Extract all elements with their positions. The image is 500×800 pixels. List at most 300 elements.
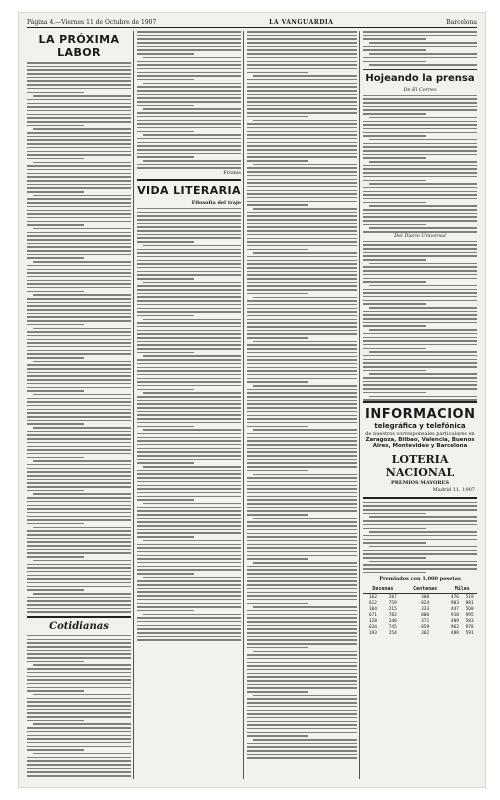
text-line: [247, 698, 357, 700]
text-line: [27, 235, 131, 237]
text-line: [247, 35, 357, 37]
text-line: [27, 657, 131, 659]
text-line: [363, 35, 477, 37]
table-cell: 215: [388, 606, 397, 612]
text-line: [247, 319, 357, 321]
table-cell: 560: [465, 606, 474, 612]
text-line: [137, 639, 241, 641]
article-subtitle-vida-literaria: Filosofía del traje: [191, 199, 241, 206]
text-line: [27, 534, 131, 536]
text-line: [363, 213, 477, 215]
text-line: [27, 92, 84, 94]
text-line: [137, 455, 241, 457]
text-line: [27, 712, 131, 714]
source-diario-universal: Del Diario Universal: [394, 232, 446, 239]
table-cell: 591: [465, 630, 474, 636]
table-cell: 918: [450, 612, 460, 618]
text-line: [137, 61, 241, 63]
text-line: [137, 403, 241, 405]
text-line: [137, 518, 241, 520]
text-line: [143, 614, 241, 616]
text-line: [247, 580, 357, 582]
text-line: [137, 544, 241, 546]
text-line: [363, 502, 477, 504]
text-line: [247, 459, 357, 461]
text-line: [137, 341, 241, 343]
text-line: [137, 499, 194, 501]
text-line: [137, 234, 241, 236]
text-line: [137, 164, 241, 166]
text-line: [247, 746, 357, 748]
text-line: [247, 617, 357, 619]
text-line: [247, 710, 357, 712]
text-line: [27, 538, 131, 540]
text-line: [369, 161, 477, 163]
text-line: [27, 545, 131, 547]
text-line: [27, 468, 131, 470]
text-line: [27, 357, 84, 359]
text-line: [27, 775, 131, 777]
text-line: [137, 315, 194, 317]
text-line: [247, 72, 308, 74]
text-line: [247, 363, 357, 365]
text-line: [137, 256, 241, 258]
text-line: [137, 237, 241, 239]
text-line: [137, 79, 194, 81]
text-line: [27, 501, 131, 503]
text-line: [247, 344, 357, 346]
text-line: [137, 149, 241, 151]
text-line: [247, 31, 357, 33]
text-line: [363, 106, 477, 108]
text-line: [27, 350, 131, 352]
text-line: [363, 340, 477, 342]
text-line: [137, 296, 241, 298]
text-line: [137, 64, 241, 66]
text-line: [137, 274, 241, 276]
text-line: [247, 647, 308, 649]
text-line: [247, 219, 357, 221]
text-line: [363, 266, 477, 268]
text-line: [247, 53, 357, 55]
text-line: [143, 429, 241, 431]
text-line: [137, 348, 241, 350]
text-line: [247, 171, 357, 173]
text-line: [253, 739, 357, 741]
table-cell: 962: [450, 624, 460, 630]
text-line: [27, 446, 131, 448]
text-line: [137, 422, 241, 424]
text-line: [247, 499, 357, 501]
text-line: [363, 252, 477, 254]
text-line: [27, 143, 131, 145]
text-line: [137, 473, 241, 475]
text-line: [247, 57, 357, 59]
text-line: [143, 540, 241, 542]
text-line: [363, 121, 477, 123]
running-head-left: Página 4.—Viernes 11 de Octubre de 1907: [27, 18, 157, 26]
text-line: [247, 260, 357, 262]
text-line: [137, 38, 241, 40]
text-line: [247, 654, 357, 656]
text-line: [247, 396, 357, 398]
text-line: [247, 551, 357, 553]
text-line: [247, 625, 357, 627]
text-line: [253, 385, 357, 387]
text-line: [27, 639, 131, 641]
text-line: [137, 418, 241, 420]
text-line: [247, 392, 357, 394]
text-line: [143, 245, 241, 247]
text-line: [27, 416, 131, 418]
text-line: [33, 664, 131, 666]
text-line: [137, 156, 194, 158]
text-line: [247, 105, 357, 107]
lottery-title: LOTERIA NACIONAL: [385, 452, 455, 479]
section-divider: [363, 69, 477, 70]
text-line: [247, 90, 357, 92]
text-line: [247, 721, 357, 723]
text-line: [143, 319, 241, 321]
text-line: [27, 117, 131, 119]
text-line: [137, 462, 194, 464]
text-line: [363, 278, 477, 280]
text-line: [363, 194, 477, 196]
lottery-table-title: Premiados con 1.000 pesetas: [379, 576, 461, 583]
text-line: [27, 66, 131, 68]
text-line: [137, 558, 241, 560]
text-line: [137, 75, 241, 77]
text-line: [27, 272, 131, 274]
text-line: [363, 366, 477, 368]
text-line: [363, 38, 426, 40]
text-line: [137, 263, 241, 265]
text-line: [137, 293, 241, 295]
text-line: [27, 434, 131, 436]
text-line: [363, 557, 426, 559]
table-cell: 308: [421, 594, 430, 600]
text-line: [27, 676, 131, 678]
text-line: [27, 505, 131, 507]
text-line: [27, 442, 131, 444]
text-line: [247, 426, 308, 428]
text-line: [27, 206, 131, 208]
text-line: [27, 309, 131, 311]
text-line: [363, 259, 426, 261]
text-line: [27, 291, 84, 293]
text-line: [247, 724, 357, 726]
article-body-hojeando-2: [363, 241, 477, 401]
text-line: [33, 560, 131, 562]
text-line: [137, 304, 241, 306]
text-line: [247, 311, 357, 313]
text-line: [247, 356, 357, 358]
text-line: [27, 346, 131, 348]
text-line: [253, 297, 357, 299]
text-line: [363, 572, 426, 574]
text-line: [247, 584, 357, 586]
table-header-cell: Centenas: [403, 585, 448, 594]
table-cell: 612: [368, 600, 377, 606]
text-line: [247, 448, 357, 450]
text-line: [363, 168, 477, 170]
text-line: [363, 220, 477, 222]
text-line: [27, 187, 131, 189]
text-line: [27, 508, 131, 510]
running-head-right: Barcelona: [446, 18, 477, 26]
text-line: [247, 263, 357, 265]
text-line: [137, 260, 241, 262]
text-line: [369, 64, 477, 66]
text-line: [247, 702, 357, 704]
text-line: [33, 128, 131, 130]
text-line: [247, 547, 357, 549]
text-line: [27, 364, 131, 366]
text-line: [27, 184, 131, 186]
text-line: [247, 330, 357, 332]
text-line: [247, 529, 357, 531]
text-line: [27, 512, 131, 514]
text-line: [27, 379, 131, 381]
text-line: [33, 527, 131, 529]
text-line: [137, 31, 241, 33]
text-line: [247, 381, 308, 383]
text-line: [27, 687, 131, 689]
text-line: [27, 523, 84, 525]
text-line: [137, 591, 241, 593]
text-line: [363, 143, 477, 145]
text-line: [363, 311, 477, 313]
article-title-proxima-labor: LA PRÓXIMA LABOR: [38, 33, 120, 59]
text-line: [247, 477, 357, 479]
text-line: [369, 53, 477, 55]
text-line: [27, 582, 131, 584]
text-line: [27, 423, 84, 425]
text-line: [369, 117, 477, 119]
text-line: [27, 604, 131, 606]
text-line: [247, 533, 357, 535]
text-line: [247, 400, 357, 402]
text-line: [363, 337, 477, 339]
article-body-cotidianas: [27, 635, 131, 779]
text-line: [247, 566, 357, 568]
text-line: [137, 378, 241, 380]
text-line: [137, 451, 241, 453]
text-line: [33, 753, 131, 755]
table-cell: 824: [421, 600, 430, 606]
text-line: [363, 564, 477, 566]
text-line: [33, 723, 131, 725]
text-line: [247, 415, 357, 417]
table-cell: 246: [388, 618, 397, 624]
text-line: [247, 94, 357, 96]
text-line: [363, 61, 426, 63]
text-line: [137, 116, 241, 118]
text-line: [27, 552, 131, 554]
text-line: [247, 249, 308, 251]
text-line: [247, 544, 357, 546]
text-line: [247, 603, 308, 605]
text-line: [247, 134, 357, 136]
newspaper-page: [18, 12, 486, 788]
text-line: [137, 588, 241, 590]
text-line: [27, 431, 131, 433]
text-line: [137, 470, 241, 472]
text-line: [137, 547, 241, 549]
text-line: [27, 339, 131, 341]
text-line: [247, 204, 308, 206]
text-line: [137, 167, 241, 169]
text-line: [363, 539, 477, 541]
text-line: [247, 614, 357, 616]
text-line: [369, 183, 477, 185]
text-line: [363, 49, 426, 51]
text-line: [137, 448, 241, 450]
text-line: [253, 474, 357, 476]
text-line: [247, 558, 308, 560]
text-line: [27, 250, 131, 252]
text-line: [363, 370, 426, 372]
text-line: [137, 562, 241, 564]
text-line: [27, 672, 131, 674]
text-line: [363, 135, 426, 137]
text-line: [363, 318, 477, 320]
text-line: [363, 348, 426, 350]
text-line: [247, 175, 357, 177]
text-line: [247, 274, 357, 276]
text-line: [27, 398, 131, 400]
text-line: [33, 261, 131, 263]
table-cell: 162: [368, 594, 377, 600]
text-line: [363, 224, 426, 226]
text-line: [247, 322, 357, 324]
text-line: [363, 524, 477, 526]
text-line: [247, 68, 357, 70]
text-line: [137, 632, 241, 634]
text-line: [137, 536, 194, 538]
text-line: [363, 124, 477, 126]
text-line: [137, 566, 241, 568]
text-line: [137, 411, 241, 413]
table-cell: 409: [450, 618, 460, 624]
text-line: [27, 497, 131, 499]
text-line: [253, 695, 357, 697]
text-line: [27, 243, 131, 245]
text-line: [247, 687, 357, 689]
text-line: [363, 172, 477, 174]
text-line: [27, 320, 131, 322]
text-line: [27, 401, 131, 403]
text-line: [143, 466, 241, 468]
text-line: [247, 492, 357, 494]
table-cell: 995: [465, 612, 474, 618]
text-line: [27, 575, 131, 577]
text-line: [247, 333, 357, 335]
text-line: [27, 482, 131, 484]
text-line: [137, 219, 241, 221]
text-line: [137, 580, 241, 582]
text-line: [247, 521, 357, 523]
text-line: [27, 464, 131, 466]
text-line: [247, 64, 357, 66]
text-line: [27, 412, 131, 414]
text-line: [27, 276, 131, 278]
text-line: [247, 131, 357, 133]
text-line: [247, 488, 357, 490]
text-line: [253, 252, 357, 254]
article-signature: Fromis: [223, 169, 241, 176]
text-line: [369, 205, 477, 207]
text-line: [137, 153, 241, 155]
text-line: [247, 628, 357, 630]
text-line: [137, 481, 241, 483]
text-line: [137, 68, 241, 70]
text-line: [137, 606, 241, 608]
text-line: [27, 217, 131, 219]
text-line: [247, 238, 357, 240]
text-line: [143, 503, 241, 505]
text-line: [27, 139, 131, 141]
text-line: [363, 165, 477, 167]
text-line: [369, 546, 477, 548]
text-line: [247, 304, 357, 306]
text-line: [363, 520, 477, 522]
text-line: [27, 486, 131, 488]
text-line: [27, 324, 84, 326]
text-line: [33, 394, 131, 396]
text-line: [247, 407, 357, 409]
text-line: [27, 683, 131, 685]
text-line: [27, 77, 131, 79]
text-line: [247, 367, 357, 369]
text-line: [27, 727, 131, 729]
text-line: [247, 418, 357, 420]
text-line: [363, 344, 477, 346]
text-line: [27, 768, 131, 770]
text-line: [27, 409, 131, 411]
text-line: [27, 698, 131, 700]
text-line: [27, 69, 131, 71]
table-cell: 782: [388, 612, 397, 618]
text-line: [27, 589, 84, 591]
text-line: [137, 326, 241, 328]
text-line: [137, 374, 241, 376]
text-line: [27, 84, 131, 86]
text-line: [247, 691, 308, 693]
text-line: [27, 746, 131, 748]
text-line: [247, 300, 357, 302]
text-line: [137, 367, 241, 369]
text-line: [253, 518, 357, 520]
text-line: [247, 337, 308, 339]
text-line: [137, 352, 194, 354]
text-line: [363, 303, 426, 305]
text-line: [143, 392, 241, 394]
text-line: [363, 505, 477, 507]
text-line: [247, 79, 357, 81]
text-line: [27, 760, 131, 762]
text-line: [247, 289, 357, 291]
text-line: [27, 475, 131, 477]
text-line: [27, 742, 131, 744]
text-line: [137, 311, 241, 313]
text-line: [247, 226, 357, 228]
text-line: [27, 608, 131, 610]
text-line: [137, 496, 241, 498]
text-line: [247, 348, 357, 350]
text-line: [137, 142, 241, 144]
text-line: [247, 599, 357, 601]
